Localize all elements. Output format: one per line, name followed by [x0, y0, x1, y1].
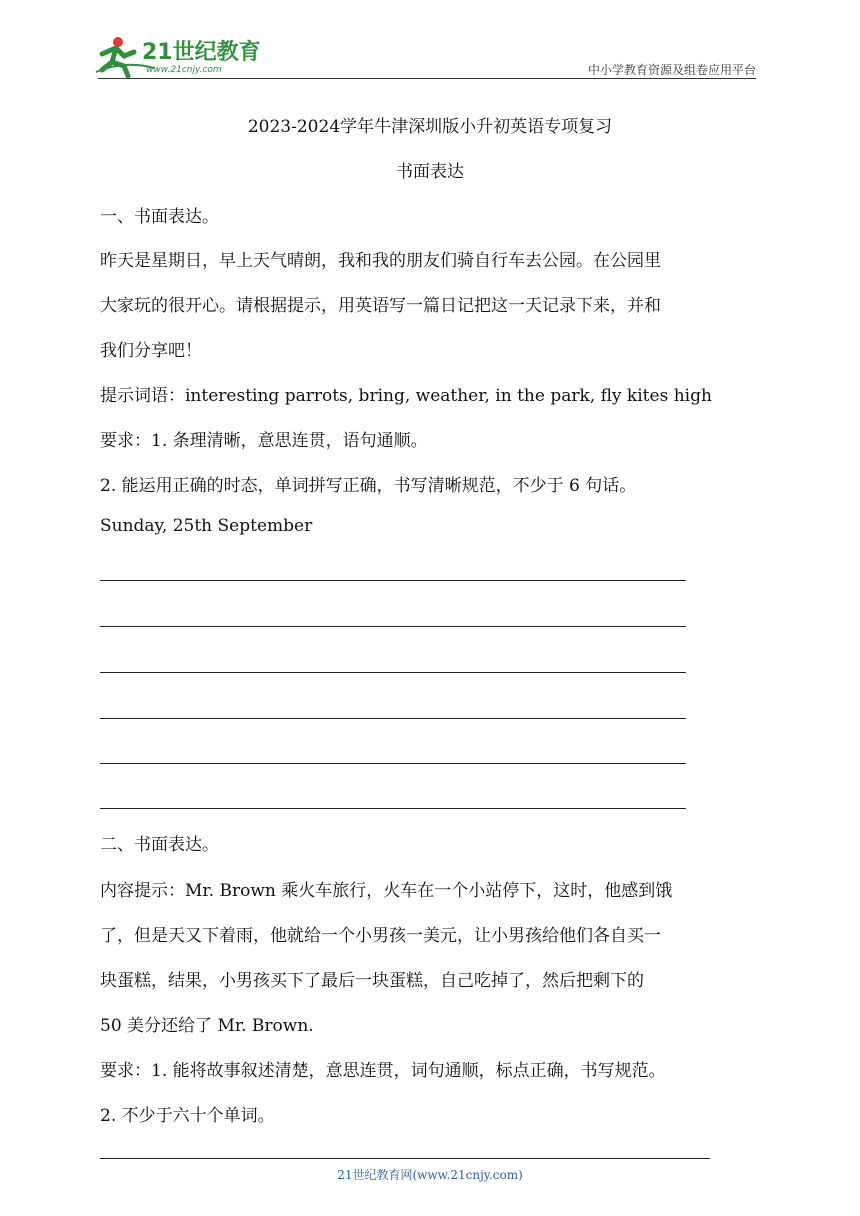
section1-paragraph-line: 昨天是星期日，早上天气晴朗，我和我的朋友们骑自行车去公园。在公园里 — [100, 251, 661, 271]
site-logo — [94, 32, 264, 78]
runner-logo-icon — [94, 32, 264, 78]
section2-paragraph-line: 块蛋糕，结果，小男孩买下了最后一块蛋糕，自己吃掉了，然后把剩下的 — [100, 971, 644, 991]
writing-line[interactable] — [100, 808, 686, 809]
writing-line[interactable] — [100, 763, 686, 764]
section2-paragraph-line: 内容提示：Mr. Brown 乘火车旅行，火车在一个小站停下，这时，他感到饿 — [100, 881, 673, 901]
footer-site-link[interactable]: 21世纪教育网(www.21cnjy.com) — [337, 1168, 523, 1182]
platform-name: 中小学教育资源及组卷应用平台 — [587, 63, 756, 77]
writing-line[interactable] — [100, 626, 686, 627]
writing-line[interactable] — [100, 672, 686, 673]
writing-line[interactable] — [100, 580, 686, 581]
svg-text:www.21cnjy.com: www.21cnjy.com — [146, 65, 222, 75]
writing-line[interactable] — [100, 718, 686, 719]
section1-requirement-2: 2. 能运用正确的时态，单词拼写正确，书写清晰规范，不少于 6 句话。 — [100, 476, 637, 496]
section2-paragraph-line: 50 美分还给了 Mr. Brown. — [100, 1016, 314, 1036]
section1-hint: 提示词语：interesting parrots, bring, weather, in the park, fly kites high — [100, 386, 712, 406]
diary-date: Sunday, 25th September — [100, 516, 313, 536]
svg-text:21世纪教育: 21世纪教育 — [142, 40, 261, 65]
section1-heading: 一、书面表达。 — [100, 207, 219, 227]
page-header — [0, 0, 860, 80]
footer-divider — [100, 1158, 710, 1159]
section2-heading: 二、书面表达。 — [100, 835, 219, 855]
doc-title: 2023-2024学年牛津深圳版小升初英语专项复习 — [247, 117, 613, 137]
header-divider — [98, 78, 756, 79]
section1-requirement-1: 要求：1. 条理清晰，意思连贯，语句通顺。 — [100, 431, 428, 451]
section1-paragraph-line: 我们分享吧！ — [100, 341, 202, 361]
doc-subtitle: 书面表达 — [396, 162, 464, 182]
section2-requirement-1: 要求：1. 能将故事叙述清楚，意思连贯，词句通顺，标点正确，书写规范。 — [100, 1061, 666, 1081]
section2-paragraph-line: 了，但是天又下着雨，他就给一个小男孩一美元，让小男孩给他们各自买一 — [100, 926, 661, 946]
section1-paragraph-line: 大家玩的很开心。请根据提示，用英语写一篇日记把这一天记录下来，并和 — [100, 296, 661, 316]
section2-requirement-2: 2. 不少于六十个单词。 — [100, 1106, 275, 1126]
